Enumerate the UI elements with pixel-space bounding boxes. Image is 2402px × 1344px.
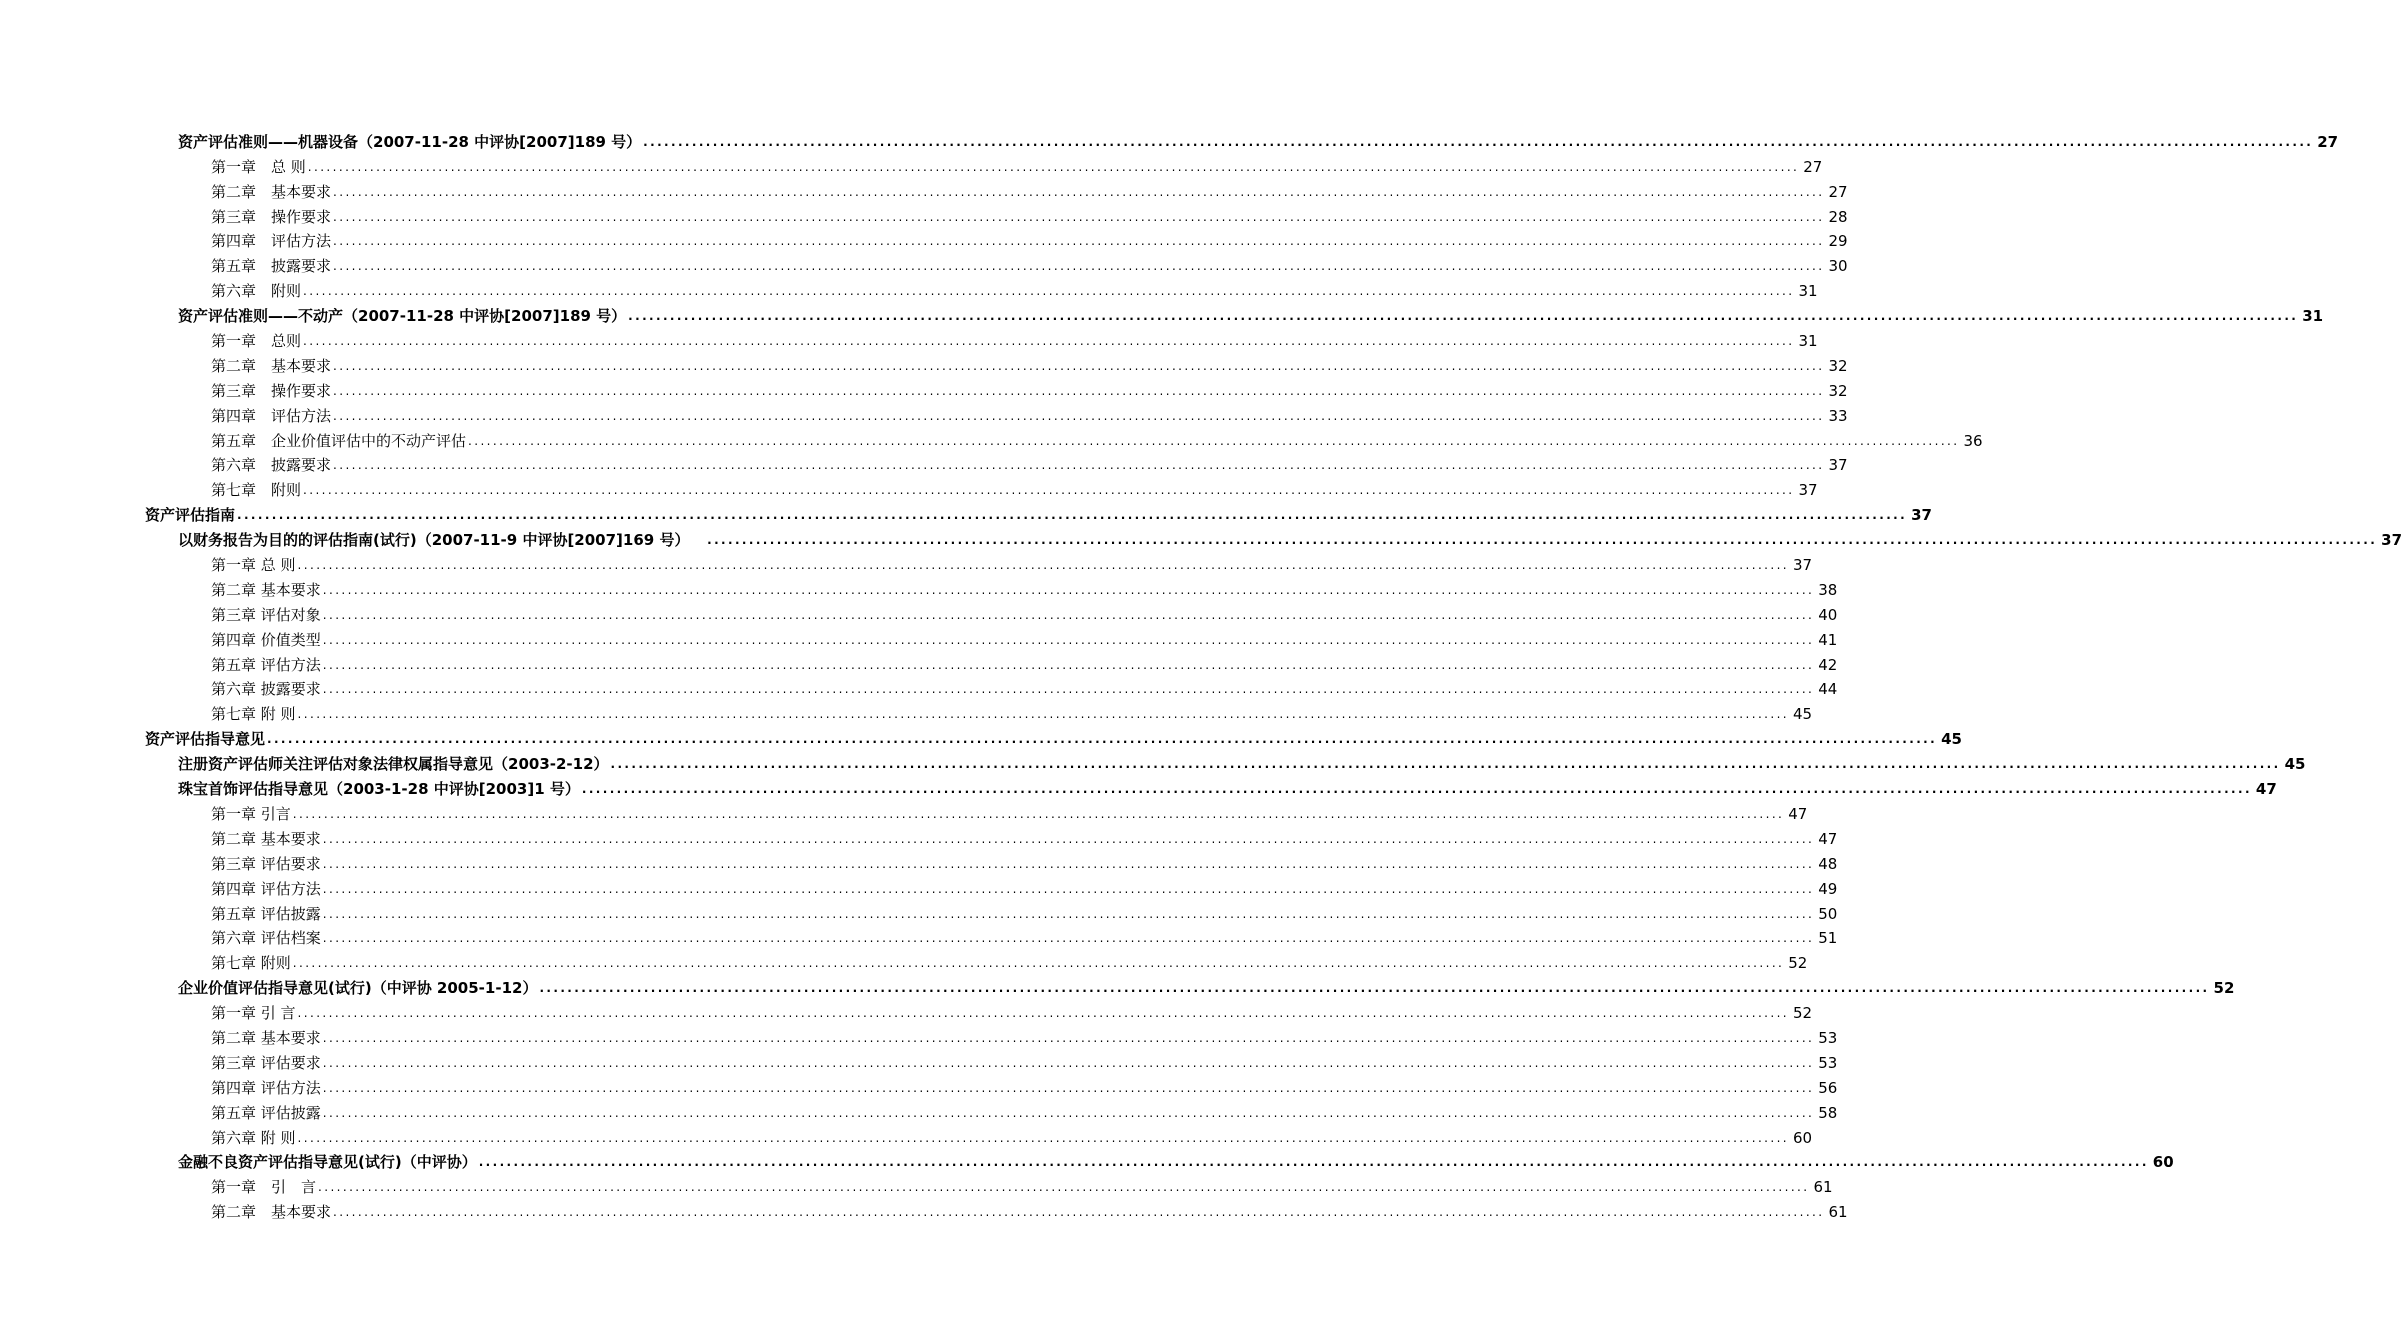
toc-page-number: 27 [1803,157,1823,176]
toc-dot-leader: ................................................................................................................................................................................................................................................ [322,1105,1815,1120]
toc-dot-leader: ................................................................................................................................................................................................................................................ [468,433,1960,448]
toc-entry-title: 第五章 评估披露 [211,1103,321,1122]
toc-dot-leader: ................................................................................................................................................................................................................................................ [292,806,1785,821]
toc-entry-title: 第三章 评估对象 [211,605,321,624]
toc-entry-title: 资产评估准则——机器设备（2007-11-28 中评协[2007]189 号） [178,132,642,151]
toc-dot-leader: ................................................................................................................................................................................................................................................ [333,1205,1825,1220]
toc-entry[interactable] [0,997,1813,1023]
toc-entry-title: 金融不良资产评估指导意见(试行)（中评协） [178,1153,477,1172]
toc-entry[interactable] [0,524,2402,550]
toc-dot-leader: ................................................................................................................................................................................................................................................ [322,682,1815,697]
toc-entry-title: 珠宝首饰评估指导意见（2003-1-28 中评协[2003]1 号） [178,780,580,799]
toc-entry-title: 第一章 总则 [211,332,302,351]
toc-entry-title: 第六章 评估档案 [211,929,321,948]
toc-page-number: 60 [1793,1128,1813,1147]
toc-dot-leader: ................................................................................................................................................................................................................................................ [628,309,2299,324]
toc-entry[interactable] [0,1147,2174,1172]
toc-dot-leader: ................................................................................................................................................................................................................................................ [303,334,1795,349]
toc-page-number: 49 [1818,879,1838,898]
toc-page-number: 31 [1798,332,1818,351]
toc-entry[interactable] [0,300,2324,326]
toc-entry-title: 第五章 评估方法 [211,655,321,674]
toc-page-number: 42 [1818,655,1838,674]
toc-dot-leader: ................................................................................................................................................................................................................................................ [322,856,1815,871]
toc-entry[interactable] [0,624,1838,649]
toc-dot-leader: ................................................................................................................................................................................................................................................ [237,508,1908,523]
toc-entry-title: 资产评估指导意见 [145,730,266,749]
toc-entry-title: 第四章 评估方法 [211,232,332,251]
toc-entry[interactable] [0,574,1838,599]
toc-page-number: 45 [2284,755,2306,774]
toc-dot-leader: ................................................................................................................................................................................................................................................ [292,956,1785,971]
toc-entry[interactable] [0,1072,1838,1097]
toc-dot-leader: ................................................................................................................................................................................................................................................ [333,234,1825,249]
toc-entry-title: 第二章 基本要求 [211,580,321,599]
toc-dot-leader: ................................................................................................................................................................................................................................................ [333,358,1825,373]
toc-dot-leader: ................................................................................................................................................................................................................................................ [478,1155,2149,1170]
toc-entry-title: 第三章 评估要求 [211,854,321,873]
table-of-contents [0,126,2402,1222]
toc-dot-leader: ................................................................................................................................................................................................................................................ [322,582,1815,597]
toc-entry[interactable] [0,126,2339,151]
toc-entry[interactable] [0,748,2306,774]
toc-entry-title: 资产评估准则——不动产（2007-11-28 中评协[2007]189 号） [178,307,627,326]
toc-dot-leader: ................................................................................................................................................................................................................................................ [322,607,1815,622]
toc-page-number: 32 [1828,356,1848,375]
toc-entry[interactable] [0,698,1813,724]
toc-page-number: 61 [1828,1203,1848,1222]
toc-entry[interactable] [0,450,1848,475]
toc-dot-leader: ................................................................................................................................................................................................................................................ [333,184,1825,199]
toc-page-number: 32 [1828,381,1848,400]
toc-page-number: 53 [1818,1028,1838,1047]
toc-page-number: 50 [1818,904,1838,923]
toc-entry-title: 资产评估指南 [145,506,236,525]
toc-dot-leader: ................................................................................................................................................................................................................................................ [333,259,1825,274]
toc-page-number: 33 [1828,406,1848,425]
toc-entry-title: 第二章 基本要求 [211,829,321,848]
toc-entry[interactable] [0,823,1838,848]
toc-entry-title: 以财务报告为目的的评估指南(试行)（2007-11-9 中评协[2007]169 号） [178,531,706,550]
toc-entry-title: 注册资产评估师关注评估对象法律权属指导意见（2003-2-12） [178,755,609,774]
toc-entry-title: 企业价值评估指导意见(试行)（中评协 2005-1-12） [178,979,538,998]
toc-entry-title: 第二章 基本要求 [211,1203,332,1222]
toc-page-number: 31 [2302,307,2324,326]
toc-entry-title: 第一章 引 言 [211,1178,317,1197]
toc-entry[interactable] [0,226,1848,251]
toc-dot-leader: ................................................................................................................................................................................................................................................ [643,134,2314,149]
toc-page-number: 45 [1941,730,1962,749]
toc-page-number: 52 [2213,979,2235,998]
toc-entry-title: 第六章 披露要求 [211,456,332,475]
toc-entry[interactable] [0,873,1838,898]
toc-dot-leader: ................................................................................................................................................................................................................................................ [303,284,1795,299]
toc-page-number: 27 [1828,182,1848,201]
toc-dot-leader: ................................................................................................................................................................................................................................................ [581,782,2252,797]
toc-entry[interactable] [0,923,1838,948]
toc-entry[interactable] [0,1122,1813,1147]
toc-dot-leader: ................................................................................................................................................................................................................................................ [307,159,1800,174]
toc-entry-title: 第一章 总 则 [211,157,306,176]
toc-page-number: 37 [1911,506,1932,525]
toc-entry-title: 第六章 附则 [211,282,302,301]
toc-dot-leader: ................................................................................................................................................................................................................................................ [333,209,1825,224]
toc-entry-title: 第一章 引 言 [211,1004,296,1023]
toc-dot-leader: ................................................................................................................................................................................................................................................ [322,906,1815,921]
toc-page-number: 37 [2381,531,2402,550]
toc-page-number: 53 [1818,1053,1838,1072]
toc-page-number: 27 [2317,132,2339,151]
toc-page-number: 37 [1828,456,1848,475]
toc-entry-title: 第五章 披露要求 [211,257,332,276]
toc-entry[interactable] [0,549,1813,575]
toc-entry[interactable] [0,325,1818,351]
toc-entry-title: 第四章 价值类型 [211,630,321,649]
toc-page-number: 48 [1818,854,1838,873]
toc-entry-title: 第四章 评估方法 [211,1078,321,1097]
toc-dot-leader: ................................................................................................................................................................................................................................................ [333,383,1825,398]
toc-page-number: 51 [1818,929,1838,948]
toc-entry-title: 第三章 评估要求 [211,1053,321,1072]
toc-entry-title: 第一章 引言 [211,804,291,823]
toc-page-number: 44 [1818,680,1838,699]
toc-page-number: 28 [1828,207,1848,226]
toc-entry-title: 第六章 附 则 [211,1128,296,1147]
toc-entry[interactable] [0,375,1848,400]
toc-page-number: 30 [1828,257,1848,276]
toc-page-number: 61 [1813,1178,1833,1197]
toc-page-number: 41 [1818,630,1838,649]
toc-entry[interactable] [0,1171,1833,1197]
toc-page-number: 58 [1818,1103,1838,1122]
toc-entry[interactable] [0,773,2277,799]
toc-entry[interactable] [0,599,1838,624]
toc-page-number: 31 [1798,282,1818,301]
toc-entry[interactable] [0,1022,1838,1047]
toc-entry[interactable] [0,1047,1838,1072]
toc-entry-title: 第六章 披露要求 [211,680,321,699]
toc-entry[interactable] [0,151,1823,176]
toc-entry-title: 第七章 附 则 [211,705,296,724]
toc-page-number: 45 [1793,705,1813,724]
toc-page-number: 60 [2152,1153,2174,1172]
toc-dot-leader: ................................................................................................................................................................................................................................................ [707,533,2378,548]
toc-entry[interactable] [0,425,1983,450]
toc-dot-leader: ................................................................................................................................................................................................................................................ [322,1030,1815,1045]
toc-dot-leader: ................................................................................................................................................................................................................................................ [322,1080,1815,1095]
toc-dot-leader: ................................................................................................................................................................................................................................................ [297,707,1790,722]
toc-page-number: 47 [2255,780,2277,799]
toc-entry-title: 第五章 企业价值评估中的不动产评估 [211,431,467,450]
toc-page-number: 37 [1798,481,1818,500]
toc-page-number: 47 [1788,804,1808,823]
toc-dot-leader: ................................................................................................................................................................................................................................................ [610,757,2281,772]
toc-entry-title: 第七章 附则 [211,481,302,500]
toc-page-number: 29 [1828,232,1848,251]
toc-dot-leader: ................................................................................................................................................................................................................................................ [322,1055,1815,1070]
toc-entry-title: 第二章 基本要求 [211,182,332,201]
toc-entry[interactable] [0,275,1818,301]
toc-dot-leader: ................................................................................................................................................................................................................................................ [322,632,1815,647]
toc-dot-leader: ................................................................................................................................................................................................................................................ [297,1130,1790,1145]
toc-dot-leader: ................................................................................................................................................................................................................................................ [267,732,1938,747]
toc-page-number: 37 [1793,556,1813,575]
toc-entry[interactable] [0,350,1848,375]
toc-dot-leader: ................................................................................................................................................................................................................................................ [539,981,2210,996]
toc-page-number: 40 [1818,605,1838,624]
toc-entry-title: 第五章 评估披露 [211,904,321,923]
toc-entry-title: 第三章 操作要求 [211,207,332,226]
toc-dot-leader: ................................................................................................................................................................................................................................................ [333,458,1825,473]
toc-page-number: 52 [1788,954,1808,973]
toc-page-number: 52 [1793,1004,1813,1023]
toc-entry[interactable] [0,1097,1838,1122]
toc-entry[interactable] [0,474,1818,500]
toc-entry[interactable] [0,499,1932,525]
toc-entry[interactable] [0,723,1962,749]
toc-page-number: 38 [1818,580,1838,599]
toc-entry[interactable] [0,972,2235,998]
toc-entry-title: 第一章 总 则 [211,556,296,575]
toc-dot-leader: ................................................................................................................................................................................................................................................ [322,831,1815,846]
toc-dot-leader: ................................................................................................................................................................................................................................................ [303,483,1795,498]
toc-entry-title: 第四章 评估方法 [211,879,321,898]
toc-dot-leader: ................................................................................................................................................................................................................................................ [322,657,1815,672]
toc-entry[interactable] [0,250,1848,276]
toc-entry-title: 第七章 附则 [211,954,291,973]
toc-entry[interactable] [0,400,1848,425]
toc-dot-leader: ................................................................................................................................................................................................................................................ [322,931,1815,946]
toc-entry-title: 第四章 评估方法 [211,406,332,425]
toc-entry[interactable] [0,176,1848,201]
toc-dot-leader: ................................................................................................................................................................................................................................................ [297,1006,1790,1021]
toc-entry[interactable] [0,898,1838,923]
toc-entry-title: 第二章 基本要求 [211,1028,321,1047]
toc-page-number: 36 [1963,431,1983,450]
toc-page-number: 47 [1818,829,1838,848]
toc-entry[interactable] [0,848,1838,873]
toc-entry[interactable] [0,201,1848,226]
toc-entry[interactable] [0,1196,1848,1222]
toc-entry[interactable] [0,947,1808,973]
toc-entry[interactable] [0,649,1838,674]
toc-dot-leader: ................................................................................................................................................................................................................................................ [333,408,1825,423]
toc-entry[interactable] [0,798,1808,823]
toc-entry[interactable] [0,674,1838,699]
toc-entry-title: 第三章 操作要求 [211,381,332,400]
toc-entry-title: 第二章 基本要求 [211,356,332,375]
toc-dot-leader: ................................................................................................................................................................................................................................................ [318,1180,1810,1195]
toc-dot-leader: ................................................................................................................................................................................................................................................ [297,558,1790,573]
toc-page-number: 56 [1818,1078,1838,1097]
toc-dot-leader: ................................................................................................................................................................................................................................................ [322,881,1815,896]
